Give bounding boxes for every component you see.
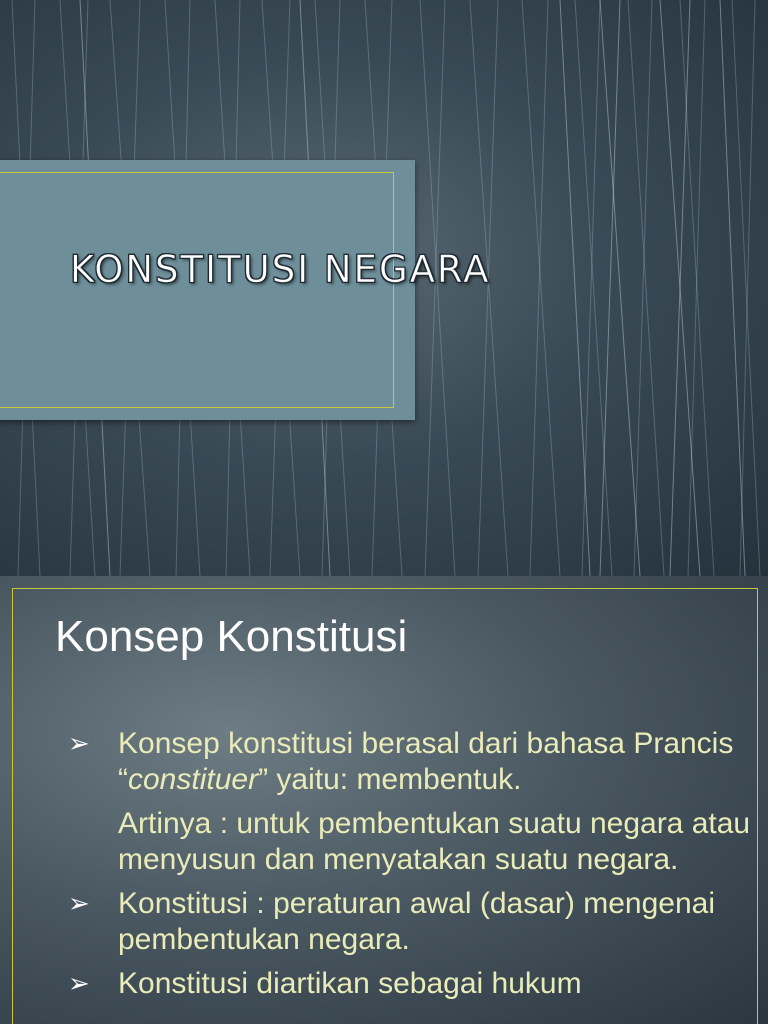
- bullet-text: Artinya : untuk pembentukan suatu negara atau menyusun dan menyatakan suatu negara.: [118, 807, 751, 876]
- bullet-list: [68, 726, 758, 1010]
- list-item: [68, 806, 758, 878]
- bullet-text: Konstitusi : peraturan awal (dasar) mengenai pembentukan negara.: [118, 887, 715, 956]
- bullet-text: Konstitusi diartikan sebagai hukum: [118, 967, 582, 1000]
- list-item: [68, 726, 758, 798]
- arrowhead-bullet-icon: ➢: [68, 889, 90, 919]
- slide-title: KONSTITUSI NEGARA: [70, 248, 491, 291]
- bullet-text-italic: constituer: [128, 763, 259, 796]
- bullet-text: [118, 726, 758, 798]
- bullet-text-pre: Konsep konstitusi berasal dari bahasa Prancis “: [118, 727, 734, 796]
- bullet-text-post: ” yaitu: membentuk.: [258, 763, 522, 796]
- list-item: [68, 966, 758, 1002]
- list-item: [68, 886, 758, 958]
- content-slide: [0, 576, 768, 1024]
- arrowhead-bullet-icon: ➢: [68, 729, 90, 759]
- slide-heading: Konsep Konstitusi: [55, 612, 408, 661]
- arrowhead-bullet-icon: ➢: [68, 969, 90, 999]
